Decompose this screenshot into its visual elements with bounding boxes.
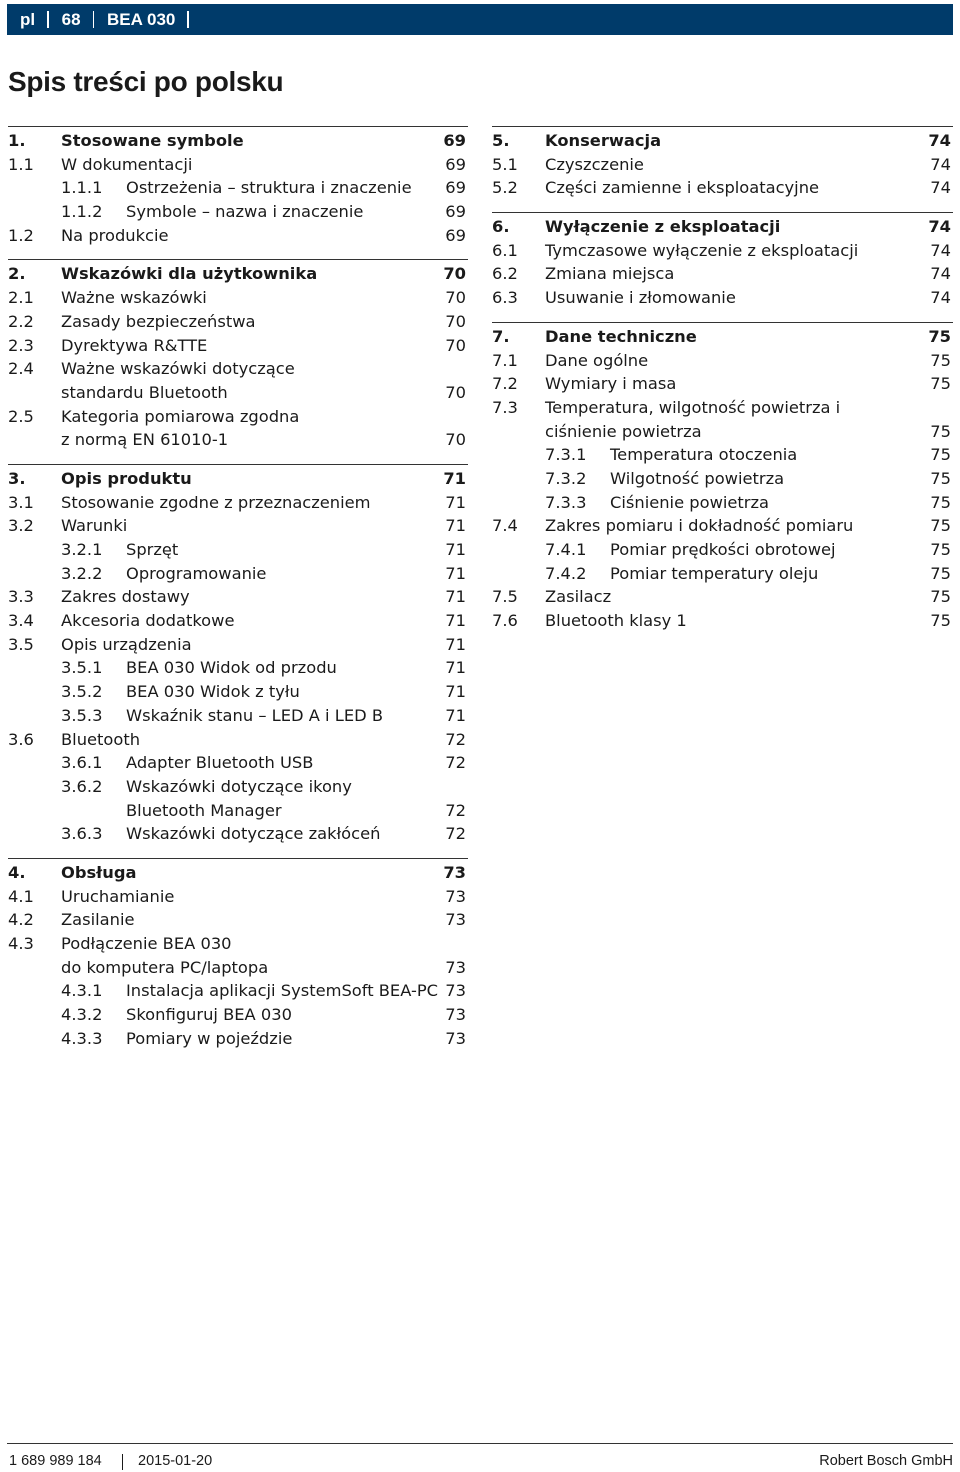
header-doc-name: BEA 030 xyxy=(107,9,176,29)
toc-entry-page: 70 xyxy=(443,264,466,284)
toc-entry-number: 3.3 xyxy=(8,587,34,607)
toc-entry-title: Wskazówki dla użytkownika xyxy=(61,264,318,284)
toc-entry-page: 70 xyxy=(445,382,466,402)
toc-entry-title: standardu Bluetooth xyxy=(61,382,228,402)
toc-entry-number: 5. xyxy=(492,131,510,150)
toc-entry xyxy=(492,129,953,153)
toc-entry xyxy=(492,609,953,633)
toc-entry-number: 3.1 xyxy=(8,492,34,512)
toc-entry-title: Czyszczenie xyxy=(545,154,644,174)
toc-entry-title: Zmiana miejsca xyxy=(545,264,675,284)
toc-entry xyxy=(8,153,468,177)
toc-entry xyxy=(492,514,953,538)
toc-entry-title: Dane ogólne xyxy=(545,350,649,370)
toc-entry-page: 73 xyxy=(445,910,466,930)
footer-doc-number: 1 689 989 184 xyxy=(9,1453,102,1469)
toc-entry xyxy=(492,262,953,286)
toc-entry-number: 3.5.1 xyxy=(61,658,103,678)
toc-entry xyxy=(492,239,953,263)
toc-entry-page: 69 xyxy=(443,131,466,150)
toc-entry-title: ciśnienie powietrza xyxy=(545,421,702,441)
toc-entry xyxy=(8,728,468,752)
toc-entry-title: Akcesoria dodatkowe xyxy=(61,611,235,631)
toc-entry-title: Wymiary i masa xyxy=(545,374,677,394)
footer-date: 2015-01-20 xyxy=(138,1453,213,1469)
toc-entry-page: 71 xyxy=(445,611,466,631)
toc-entry-page: 69 xyxy=(445,202,466,222)
toc-entry-title: Opis produktu xyxy=(61,468,192,488)
toc-entry xyxy=(8,751,468,775)
toc-entry xyxy=(8,129,468,153)
toc-entry-number: 7.4.1 xyxy=(545,540,587,559)
toc-entry-page: 70 xyxy=(445,288,466,308)
toc-entry-number: 7.2 xyxy=(492,374,518,394)
toc-entry xyxy=(8,491,468,515)
toc-section xyxy=(8,858,468,1051)
toc-entry-title: Na produkcie xyxy=(61,225,169,245)
toc-entry xyxy=(8,467,468,491)
toc-entry-page: 75 xyxy=(930,492,951,512)
toc-entry-number: 4.1 xyxy=(8,886,34,906)
toc-entry-page: 74 xyxy=(930,240,951,260)
toc-entry xyxy=(8,680,468,704)
toc-entry-title: Obsługa xyxy=(61,862,137,882)
toc-entry-number: 3.6.1 xyxy=(61,753,103,773)
toc-entry-page: 74 xyxy=(930,264,951,284)
toc-entry-title: Warunki xyxy=(61,516,128,536)
toc-entry-title: Oprogramowanie xyxy=(126,563,267,583)
toc-entry-page: 75 xyxy=(930,374,951,394)
toc-entry-page: 75 xyxy=(930,516,951,536)
toc-entry-number: 7.4 xyxy=(492,516,518,536)
toc-entry-number: 6. xyxy=(492,217,510,237)
toc-entry-title: Ważne wskazówki dotyczące xyxy=(61,359,295,379)
toc-entry-page: 74 xyxy=(930,154,951,174)
toc-entry xyxy=(8,908,468,932)
toc-entry-title: Bluetooth xyxy=(61,729,141,749)
toc-entry-page: 72 xyxy=(445,729,466,749)
footer-rule xyxy=(7,1443,953,1444)
toc-entry-title: Ciśnienie powietrza xyxy=(610,492,770,512)
toc-entry-page: 73 xyxy=(445,1005,466,1025)
toc-entry-title: Zasilacz xyxy=(545,587,612,607)
toc-entry-page: 75 xyxy=(930,611,951,631)
toc-entry-number: 6.1 xyxy=(492,240,518,260)
toc-entry-page: 73 xyxy=(445,981,466,1001)
page-title: Spis treści po polsku xyxy=(8,66,284,97)
toc-entry xyxy=(8,932,468,956)
toc-entry-number: 4.3.3 xyxy=(61,1028,103,1048)
toc-entry-title: Zasilanie xyxy=(61,910,135,930)
toc-entry-title: Części zamienne i eksploatacyjne xyxy=(545,178,820,198)
toc-entry-title: Temperatura otoczenia xyxy=(610,445,798,465)
toc-entry-number: 3.2 xyxy=(8,516,34,536)
toc-entry-page: 75 xyxy=(930,540,951,559)
toc-entry xyxy=(492,420,953,444)
toc-entry xyxy=(8,405,468,429)
toc-entry-number: 2.4 xyxy=(8,359,34,379)
toc-entry-page: 74 xyxy=(930,288,951,308)
footer xyxy=(7,1452,953,1472)
toc-entry-number: 3.2.2 xyxy=(61,563,103,583)
toc-entry-number: 7.5 xyxy=(492,587,518,607)
toc-right-column xyxy=(492,126,953,633)
toc-entry xyxy=(8,956,468,980)
toc-entry-title: Pomiary w pojeździe xyxy=(126,1028,293,1048)
toc-entry-number: 2. xyxy=(8,264,26,284)
toc-entry-number: 3.6.3 xyxy=(61,824,103,844)
toc-entry-page: 75 xyxy=(930,468,951,488)
toc-entry-title: Opis urządzenia xyxy=(61,634,192,654)
toc-entry xyxy=(492,372,953,396)
toc-entry-title: Wskaźnik stanu – LED A i LED B xyxy=(126,705,383,725)
toc-entry-number: 2.5 xyxy=(8,406,34,426)
toc-entry-title: Konserwacja xyxy=(545,131,662,150)
toc-entry xyxy=(8,633,468,657)
toc-entry-number: 3.5 xyxy=(8,634,34,654)
toc-entry-page: 75 xyxy=(930,445,951,465)
toc-entry-page: 75 xyxy=(930,563,951,583)
toc-entry-title: Podłączenie BEA 030 xyxy=(61,934,232,953)
toc-entry xyxy=(8,609,468,633)
toc-entry-number: 2.1 xyxy=(8,288,34,308)
toc-entry-title: Wskazówki dotyczące zakłóceń xyxy=(126,824,381,844)
toc-entry-page: 71 xyxy=(445,516,466,536)
toc-section xyxy=(492,322,953,633)
toc-entry xyxy=(8,656,468,680)
toc-entry-number: 4. xyxy=(8,862,26,882)
toc-entry-page: 70 xyxy=(445,335,466,355)
header-separator xyxy=(187,11,189,28)
toc-entry-number: 2.2 xyxy=(8,311,34,331)
toc-entry-page: 70 xyxy=(445,430,466,450)
toc-entry-page: 72 xyxy=(445,753,466,773)
toc-entry xyxy=(8,334,468,358)
toc-entry-number: 4.2 xyxy=(8,910,34,930)
toc-entry xyxy=(8,310,468,334)
toc-entry-page: 75 xyxy=(930,587,951,607)
toc-entry-page: 71 xyxy=(445,587,466,607)
toc-entry xyxy=(8,585,468,609)
toc-entry xyxy=(492,176,953,200)
toc-entry-number: 4.3.2 xyxy=(61,1005,103,1025)
toc-entry xyxy=(492,396,953,420)
toc-entry xyxy=(8,224,468,248)
toc-entry-page: 75 xyxy=(928,326,951,346)
toc-entry-number: 2.3 xyxy=(8,335,34,355)
toc-entry-number: 7.3 xyxy=(492,397,518,417)
toc-entry-title: W dokumentacji xyxy=(61,154,193,174)
toc-entry-page: 72 xyxy=(445,824,466,844)
toc-section xyxy=(8,464,468,846)
toc-entry xyxy=(492,538,953,562)
toc-entry-title: Pomiar temperatury oleju xyxy=(610,563,819,583)
toc-entry-number: 6.3 xyxy=(492,288,518,308)
toc-entry xyxy=(8,357,468,381)
toc-entry xyxy=(8,1027,468,1051)
toc-entry xyxy=(8,286,468,310)
toc-entry-number: 7.3.2 xyxy=(545,468,587,488)
toc-entry-page: 70 xyxy=(445,311,466,331)
toc-entry-page: 69 xyxy=(445,154,466,174)
toc-entry-page: 71 xyxy=(445,705,466,725)
toc-entry-number: 1.1 xyxy=(8,154,34,174)
toc-entry-page: 71 xyxy=(445,540,466,559)
toc-entry-number: 5.1 xyxy=(492,154,518,174)
toc-entry-number: 3. xyxy=(8,468,26,488)
toc-entry-title: Stosowanie zgodne z przeznaczeniem xyxy=(61,492,371,512)
toc-entry xyxy=(8,262,468,286)
toc-entry xyxy=(8,1003,468,1027)
toc-entry-number: 3.5.3 xyxy=(61,705,103,725)
toc-entry-title: Wskazówki dotyczące ikony xyxy=(126,776,352,796)
toc-entry-number: 3.4 xyxy=(8,611,34,631)
toc-entry xyxy=(8,822,468,846)
toc-entry xyxy=(8,200,468,224)
toc-section xyxy=(8,259,468,452)
toc-entry xyxy=(8,885,468,909)
toc-entry-page: 75 xyxy=(930,421,951,441)
toc-entry-page: 71 xyxy=(445,563,466,583)
toc-entry-title: Stosowane symbole xyxy=(61,131,244,150)
toc-entry-title: Tymczasowe wyłączenie z eksploatacji xyxy=(545,240,859,260)
toc-entry-number: 7.6 xyxy=(492,611,518,631)
toc-entry-title: Zasady bezpieczeństwa xyxy=(61,311,256,331)
toc-entry-number: 3.6 xyxy=(8,729,34,749)
toc-entry-title: do komputera PC/laptopa xyxy=(61,957,269,977)
toc-entry-title: Wilgotność powietrza xyxy=(610,468,785,488)
toc-entry xyxy=(8,562,468,586)
toc-entry xyxy=(492,153,953,177)
toc-entry xyxy=(8,704,468,728)
toc-entry xyxy=(492,325,953,349)
header-lang: pl xyxy=(20,9,36,29)
toc-entry-number: 6.2 xyxy=(492,264,518,284)
toc-entry-number: 7.3.3 xyxy=(545,492,587,512)
toc-entry-title: BEA 030 Widok z tyłu xyxy=(126,682,300,702)
toc-entry-page: 75 xyxy=(930,350,951,370)
toc-section xyxy=(492,212,953,310)
toc-entry-page: 74 xyxy=(928,217,951,237)
toc-entry xyxy=(8,775,468,799)
toc-entry-page: 71 xyxy=(445,658,466,678)
toc-entry-number: 1.1.1 xyxy=(61,178,103,198)
toc-entry-title: Uruchamianie xyxy=(61,886,175,906)
footer-separator xyxy=(122,1454,123,1470)
toc-entry-title: Bluetooth klasy 1 xyxy=(545,611,687,631)
toc-entry-number: 1. xyxy=(8,131,26,150)
toc-entry-title: Dane techniczne xyxy=(545,326,697,346)
toc-entry-page: 74 xyxy=(928,131,951,150)
toc-entry-title: Skonfiguruj BEA 030 xyxy=(126,1005,292,1025)
toc-entry-number: 1.2 xyxy=(8,225,34,245)
toc-entry-page: 71 xyxy=(445,634,466,654)
footer-company: Robert Bosch GmbH xyxy=(819,1453,953,1469)
toc-entry xyxy=(492,443,953,467)
toc-entry xyxy=(8,176,468,200)
toc-entry-title: Bluetooth Manager xyxy=(126,800,282,820)
toc-entry-number: 7.4.2 xyxy=(545,563,587,583)
toc-entry xyxy=(8,538,468,562)
toc-left-column xyxy=(8,126,468,1050)
toc-entry-title: Instalacja aplikacji SystemSoft BEA-PC xyxy=(126,981,439,1001)
toc-entry xyxy=(8,514,468,538)
toc-entry-page: 69 xyxy=(445,225,466,245)
toc-entry xyxy=(8,428,468,452)
toc-entry-number: 4.3 xyxy=(8,934,34,953)
toc-entry-title: Kategoria pomiarowa zgodna xyxy=(61,406,300,426)
toc-section xyxy=(8,126,468,247)
toc-entry-title: Adapter Bluetooth USB xyxy=(126,753,314,773)
toc-entry xyxy=(492,286,953,310)
header-bar xyxy=(7,4,953,35)
toc-entry-number: 7.3.1 xyxy=(545,445,587,465)
toc-entry xyxy=(492,491,953,515)
toc-section xyxy=(492,126,953,200)
header-page-number: 68 xyxy=(61,9,81,29)
toc-entry-title: Ostrzeżenia – struktura i znaczenie xyxy=(126,178,412,198)
toc-entry-title: Dyrektywa R&TTE xyxy=(61,335,208,355)
toc-entry xyxy=(8,381,468,405)
toc-entry-page: 71 xyxy=(445,492,466,512)
toc-entry xyxy=(492,585,953,609)
toc-entry-number: 7.1 xyxy=(492,350,518,370)
toc-entry-title: Temperatura, wilgotność powietrza i xyxy=(545,397,841,417)
toc-entry-page: 71 xyxy=(445,682,466,702)
toc-entry-page: 73 xyxy=(445,1028,466,1048)
toc-entry xyxy=(492,349,953,373)
toc-entry-title: Pomiar prędkości obrotowej xyxy=(610,540,836,559)
toc-entry-title: BEA 030 Widok od przodu xyxy=(126,658,337,678)
toc-entry-title: Sprzęt xyxy=(126,540,179,559)
toc-entry xyxy=(8,861,468,885)
toc-entry-number: 3.5.2 xyxy=(61,682,103,702)
toc-entry-number: 3.6.2 xyxy=(61,776,103,796)
toc-entry xyxy=(8,979,468,1003)
toc-entry-number: 3.2.1 xyxy=(61,540,103,559)
toc-entry-title: Usuwanie i złomowanie xyxy=(545,288,736,308)
toc-entry-page: 69 xyxy=(445,178,466,198)
toc-entry-number: 1.1.2 xyxy=(61,202,103,222)
toc-entry xyxy=(492,467,953,491)
toc-entry-title: z normą EN 61010-1 xyxy=(61,430,229,450)
toc-entry xyxy=(8,799,468,823)
toc-entry-page: 74 xyxy=(930,178,951,198)
toc-entry-page: 71 xyxy=(443,468,466,488)
toc-entry-page: 73 xyxy=(443,862,466,882)
toc-entry-title: Symbole – nazwa i znaczenie xyxy=(126,202,364,222)
toc-entry-title: Zakres dostawy xyxy=(61,587,190,607)
toc-entry-page: 73 xyxy=(445,886,466,906)
toc-entry-number: 5.2 xyxy=(492,178,518,198)
toc-entry xyxy=(492,562,953,586)
toc-entry-title: Ważne wskazówki xyxy=(61,288,207,308)
toc-entry xyxy=(492,215,953,239)
toc-entry-page: 72 xyxy=(445,800,466,820)
toc-entry-number: 7. xyxy=(492,326,510,346)
toc-entry-page: 73 xyxy=(445,957,466,977)
toc-entry-title: Zakres pomiaru i dokładność pomiaru xyxy=(545,516,854,536)
toc-entry-title: Wyłączenie z eksploatacji xyxy=(545,217,781,237)
toc-entry-number: 4.3.1 xyxy=(61,981,103,1001)
